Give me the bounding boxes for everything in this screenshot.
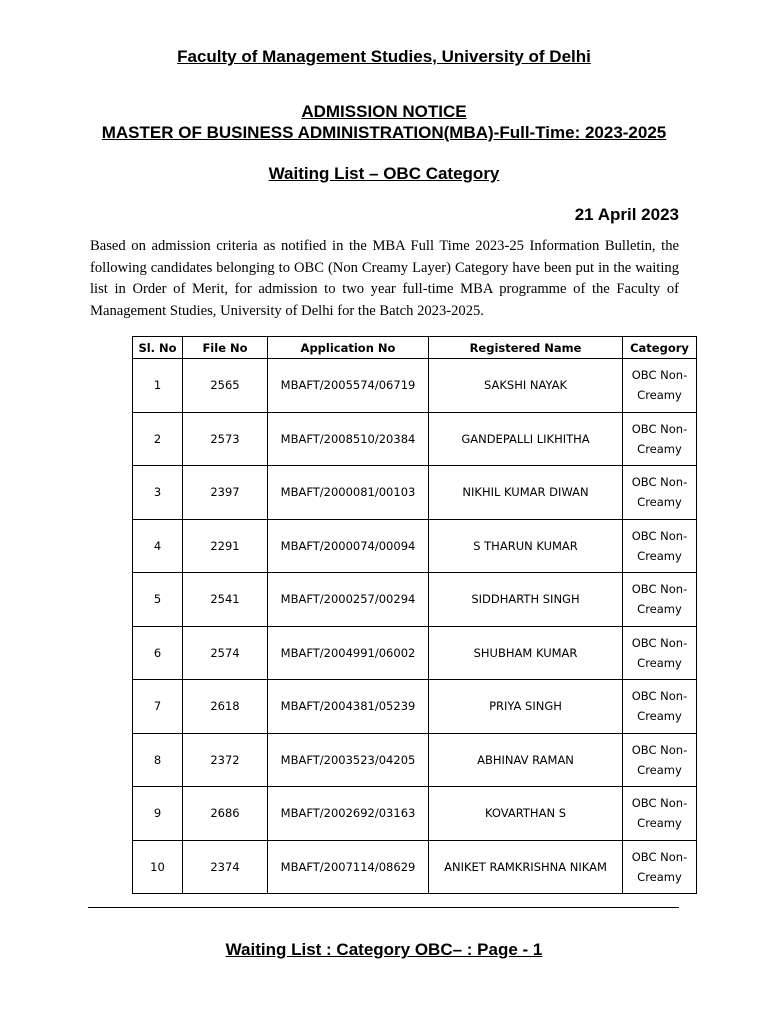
category-line: OBC Non- [631, 635, 688, 650]
category-line: Creamy [637, 441, 682, 456]
sl-no-cell: 5 [133, 573, 183, 627]
table-row [133, 626, 697, 680]
category-cell [623, 840, 697, 894]
header-category: Category [623, 337, 697, 359]
header-sl-no: Sl. No [133, 337, 183, 359]
waiting-list-table [132, 336, 697, 894]
category-line: Creamy [637, 869, 682, 884]
table-row [133, 787, 697, 841]
application-no-cell: MBAFT/2004991/06002 [268, 626, 429, 680]
sl-no-cell: 9 [133, 787, 183, 841]
registered-name-cell: SAKSHI NAYAK [429, 359, 623, 413]
application-no-cell: MBAFT/2008510/20384 [268, 412, 429, 466]
sl-no-cell: 6 [133, 626, 183, 680]
sl-no-cell: 2 [133, 412, 183, 466]
file-no-cell: 2374 [183, 840, 268, 894]
header-registered-name: Registered Name [429, 337, 623, 359]
file-no-cell: 2291 [183, 519, 268, 573]
application-no-cell: MBAFT/2005574/06719 [268, 359, 429, 413]
application-no-cell: MBAFT/2000257/00294 [268, 573, 429, 627]
header-application-no: Application No [268, 337, 429, 359]
table-header-row [133, 337, 697, 359]
category-cell [623, 787, 697, 841]
category-line: OBC Non- [631, 582, 688, 597]
category-line: Creamy [637, 816, 682, 831]
program-title: MASTER OF BUSINESS ADMINISTRATION(MBA)-Full-Time: 2023-2025 [101, 123, 667, 142]
category-cell [623, 573, 697, 627]
faculty-title: Faculty of Management Studies, University of Delhi [177, 47, 591, 66]
registered-name-cell: ANIKET RAMKRISHNA NIKAM [429, 840, 623, 894]
category-cell [623, 733, 697, 787]
waiting-list-title: Waiting List – OBC Category [268, 164, 500, 183]
category-cell [623, 519, 697, 573]
file-no-cell: 2573 [183, 412, 268, 466]
table-row [133, 733, 697, 787]
sl-no-cell: 1 [133, 359, 183, 413]
file-no-cell: 2372 [183, 733, 268, 787]
registered-name-cell: GANDEPALLI LIKHITHA [429, 412, 623, 466]
application-no-cell: MBAFT/2000081/00103 [268, 466, 429, 520]
category-cell [623, 680, 697, 734]
table-row [133, 412, 697, 466]
category-line: Creamy [637, 388, 682, 403]
file-no-cell: 2565 [183, 359, 268, 413]
footer-divider [88, 907, 679, 908]
table-row [133, 466, 697, 520]
registered-name-cell: KOVARTHAN S [429, 787, 623, 841]
table-body [133, 359, 697, 894]
category-line: OBC Non- [631, 689, 688, 704]
application-no-cell: MBAFT/2002692/03163 [268, 787, 429, 841]
sl-no-cell: 7 [133, 680, 183, 734]
category-line: Creamy [637, 548, 682, 563]
category-line: OBC Non- [631, 528, 688, 543]
admission-notice-title: ADMISSION NOTICE [301, 102, 467, 121]
table-row [133, 519, 697, 573]
registered-name-cell: PRIYA SINGH [429, 680, 623, 734]
category-line: Creamy [637, 762, 682, 777]
category-line: OBC Non- [631, 421, 688, 436]
sl-no-cell: 4 [133, 519, 183, 573]
category-line: OBC Non- [631, 742, 688, 757]
sl-no-cell: 8 [133, 733, 183, 787]
registered-name-cell: SHUBHAM KUMAR [429, 626, 623, 680]
application-no-cell: MBAFT/2003523/04205 [268, 733, 429, 787]
file-no-cell: 2686 [183, 787, 268, 841]
notice-heading [0, 101, 768, 143]
application-no-cell: MBAFT/2007114/08629 [268, 840, 429, 894]
header-file-no: File No [183, 337, 268, 359]
file-no-cell: 2618 [183, 680, 268, 734]
category-line: OBC Non- [631, 475, 688, 490]
category-line: OBC Non- [631, 368, 688, 383]
table-row [133, 359, 697, 413]
category-cell [623, 359, 697, 413]
notice-date: 21 April 2023 [574, 205, 679, 224]
table-row [133, 680, 697, 734]
intro-paragraph: Based on admission criteria as notified in the MBA Full Time 2023-25 Information Bulletin, the following candidates belonging to OBC (Non Creamy Layer) Category have been put in the waiting list in Order of Merit, for admission to two year full-time MBA programme of the Faculty of Management Studies, University of Delhi for the Batch 2023-2025. [90, 238, 679, 319]
category-line: Creamy [637, 709, 682, 724]
category-cell [623, 466, 697, 520]
category-line: Creamy [637, 602, 682, 617]
file-no-cell: 2397 [183, 466, 268, 520]
registered-name-cell: NIKHIL KUMAR DIWAN [429, 466, 623, 520]
file-no-cell: 2541 [183, 573, 268, 627]
application-no-cell: MBAFT/2000074/00094 [268, 519, 429, 573]
sl-no-cell: 10 [133, 840, 183, 894]
sl-no-cell: 3 [133, 466, 183, 520]
application-no-cell: MBAFT/2004381/05239 [268, 680, 429, 734]
category-cell [623, 412, 697, 466]
category-line: OBC Non- [631, 796, 688, 811]
category-cell [623, 626, 697, 680]
page-footer: Waiting List : Category OBC– : Page - 1 [225, 940, 543, 959]
table-row [133, 840, 697, 894]
registered-name-cell: S THARUN KUMAR [429, 519, 623, 573]
category-line: Creamy [637, 495, 682, 510]
registered-name-cell: SIDDHARTH SINGH [429, 573, 623, 627]
category-line: OBC Non- [631, 849, 688, 864]
file-no-cell: 2574 [183, 626, 268, 680]
table-row [133, 573, 697, 627]
category-line: Creamy [637, 655, 682, 670]
registered-name-cell: ABHINAV RAMAN [429, 733, 623, 787]
